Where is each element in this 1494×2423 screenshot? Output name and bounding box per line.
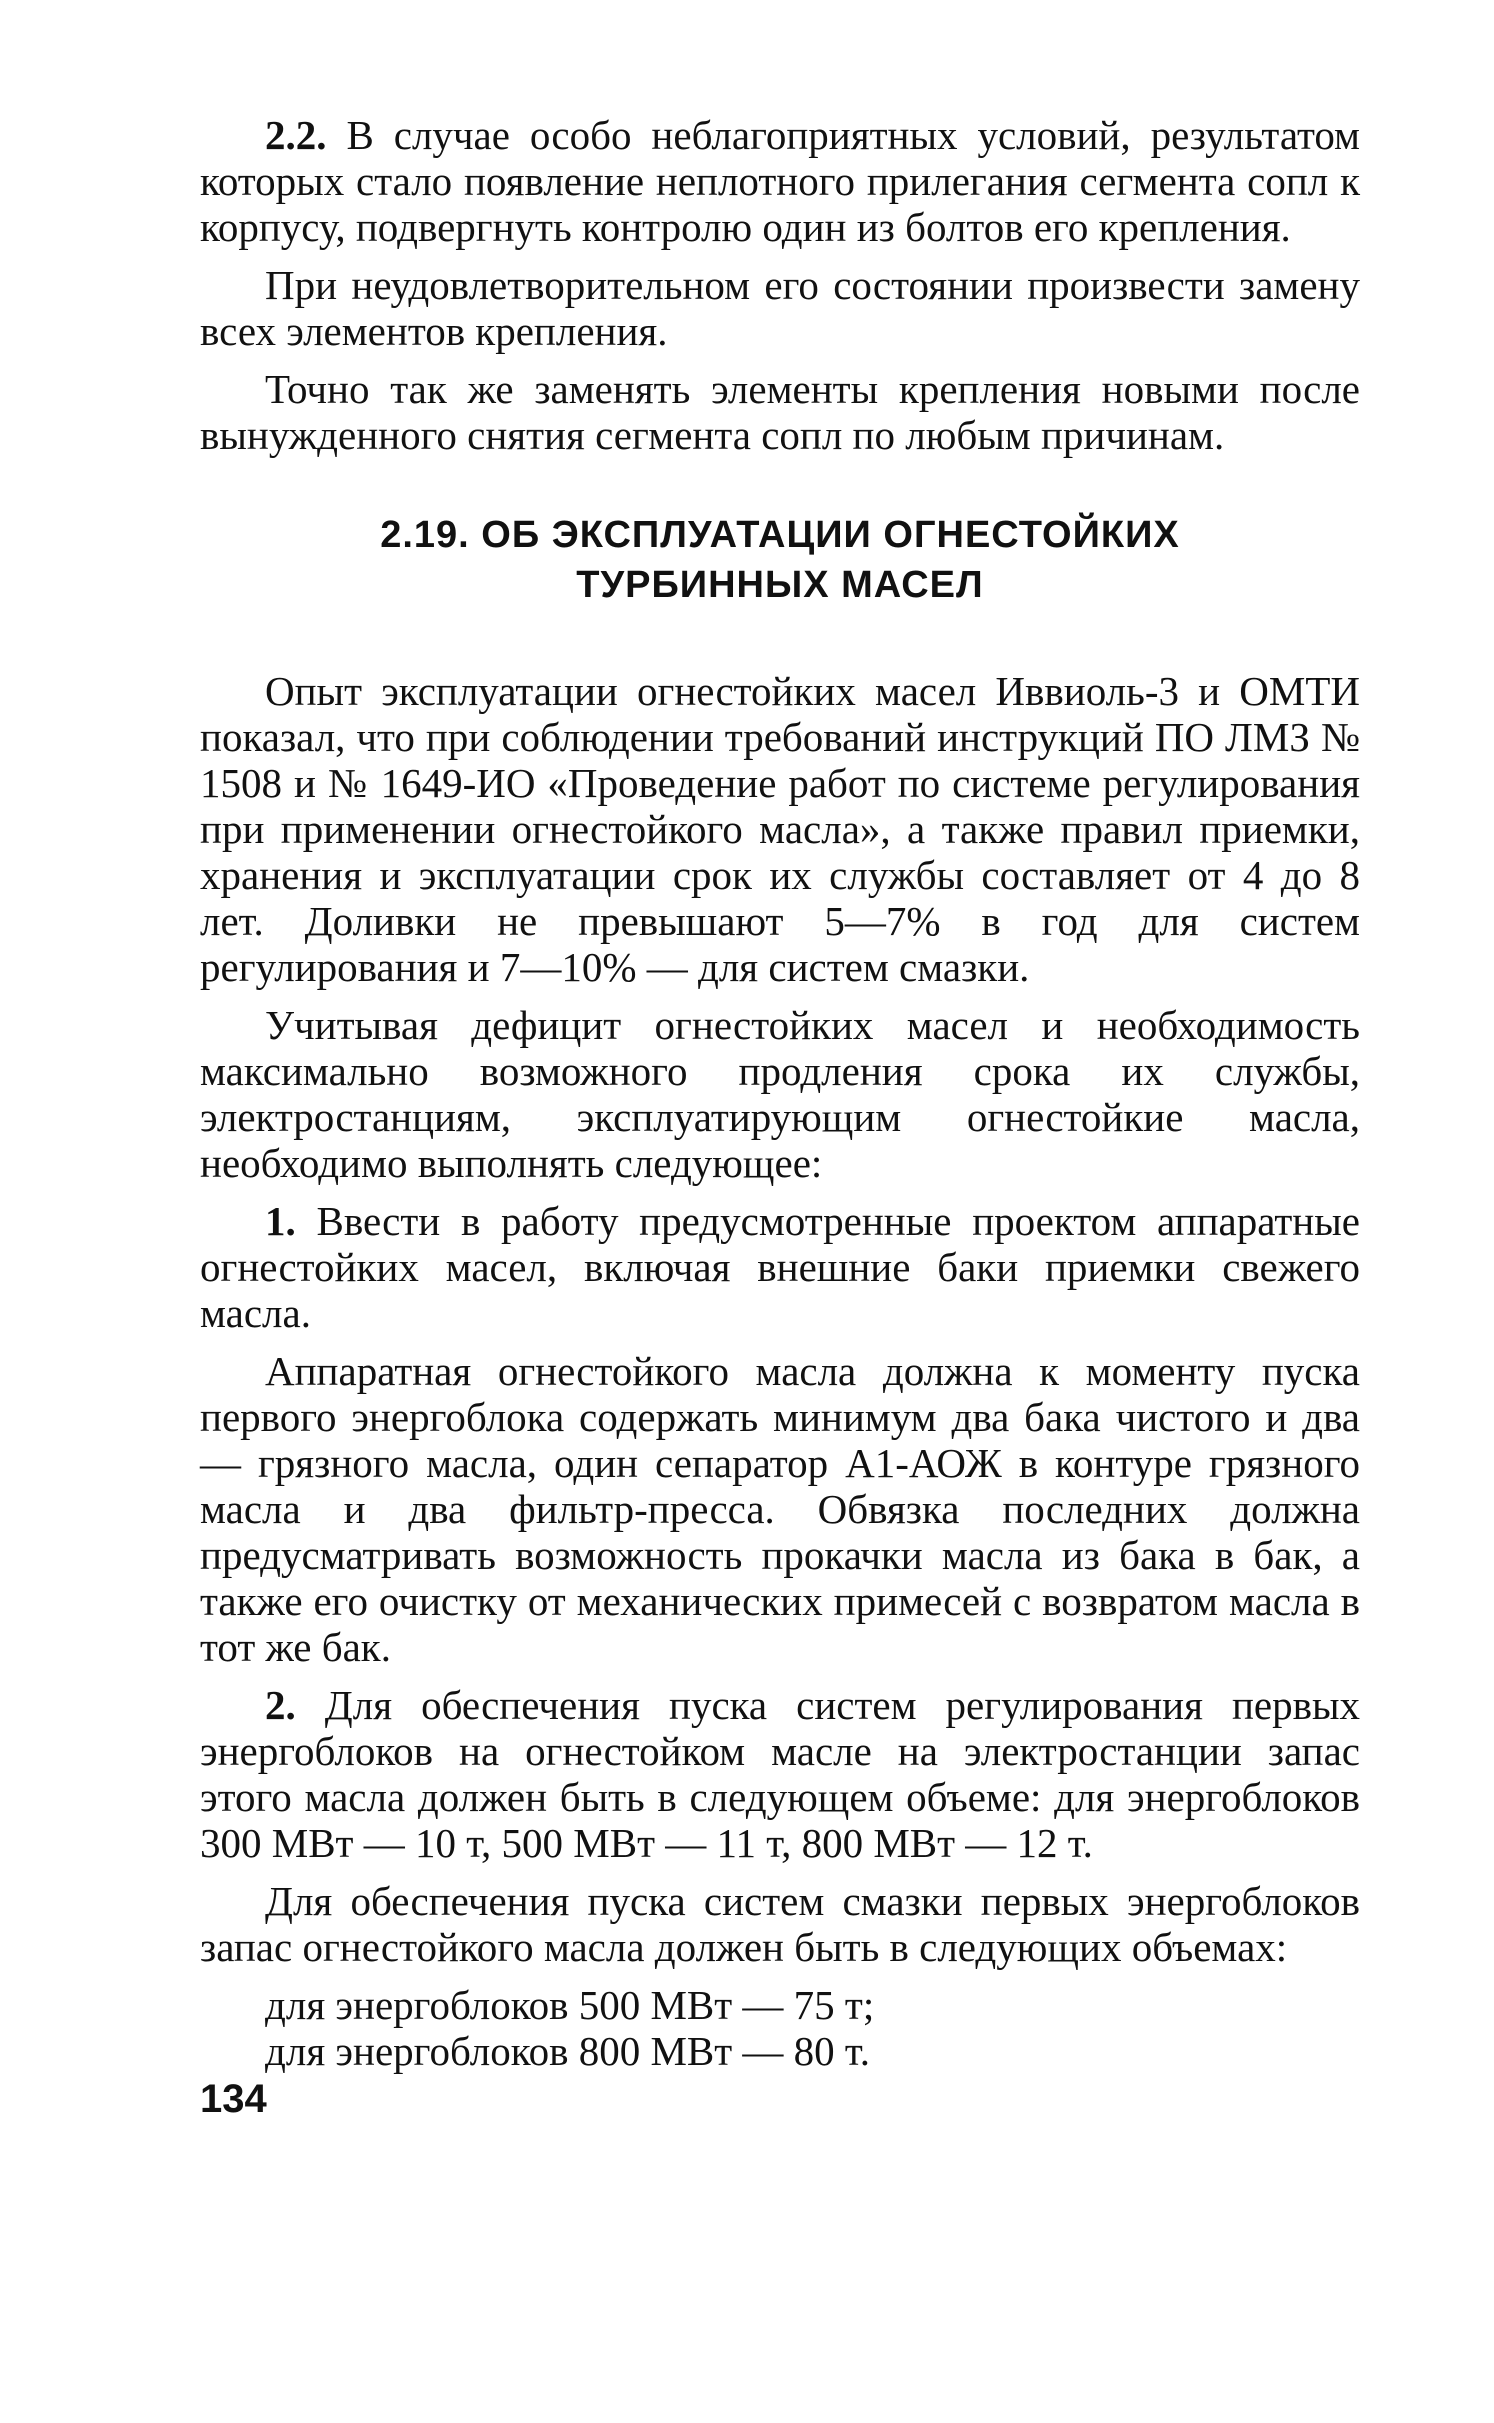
page-body <box>200 112 1360 2086</box>
volume-line: для энергоблоков 500 МВт — 75 т; <box>265 1982 875 2028</box>
item-number: 2. <box>265 1682 296 1728</box>
paragraph: Точно так же заменять элементы крепления новыми после вынужденного снятия сегмента сопл по любым причинам. <box>200 366 1360 458</box>
list-item-2 <box>200 1682 1360 1866</box>
item-number: 1. <box>265 1198 296 1244</box>
item-text: Ввести в работу предусмотренные проектом аппаратные огнестойких масел, включая внешние баки приемки свежего масла. <box>200 1198 1360 1336</box>
page-number: 134 <box>200 2077 267 2121</box>
paragraph-2-2 <box>200 112 1360 250</box>
item-number: 2.2. <box>265 112 327 158</box>
heading-line: 2.19. ОБ ЭКСПЛУАТАЦИИ ОГНЕСТОЙКИХ <box>380 514 1180 556</box>
section-heading <box>200 510 1360 610</box>
paragraph: Аппаратная огнестойкого масла должна к моменту пуска первого энергоблока содержать минимум два бака чистого и два — грязного масла, один сепаратор А1-АОЖ в контуре грязного масла и два фильтр-пресса. Обвязка последних должна предусматривать возможность прокачки масла из бака в бак, а также его очистку от механических примесей с возвратом масла в тот же бак. <box>200 1348 1360 1670</box>
volume-line: для энергоблоков 800 МВт — 80 т. <box>265 2028 871 2074</box>
list-item-1 <box>200 1198 1360 1336</box>
heading-line: ТУРБИННЫХ МАСЕЛ <box>576 564 984 606</box>
paragraph: Опыт эксплуатации огнестойких масел Иввиоль-3 и ОМТИ показал, что при соблюдении требований инструкций ПО ЛМЗ № 1508 и № 1649-ИО «Проведение работ по системе регулирования при применении огнестойкого масла», а также правил приемки, хранения и эксплуатации срок их службы составляет от 4 до 8 лет. Доливки не превышают 5—7% в год для систем регулирования и 7—10% — для систем смазки. <box>200 668 1360 990</box>
paragraph-text: В случае особо неблагоприятных условий, результатом которых стало появление неплотного прилегания сегмента сопл к корпусу, подвергнуть контролю один из болтов его крепления. <box>200 112 1360 250</box>
paragraph: Учитывая дефицит огнестойких масел и необходимость максимально возможного продления срока их службы, электростанциям, эксплуатирующим огнестойкие масла, необходимо выполнять следующее: <box>200 1002 1360 1186</box>
paragraph: При неудовлетворительном его состоянии произвести замену всех элементов крепления. <box>200 262 1360 354</box>
paragraph: Для обеспечения пуска систем смазки первых энергоблоков запас огнестойкого масла должен быть в следующих объемах: <box>200 1878 1360 1970</box>
item-text: Для обеспечения пуска систем регулирования первых энергоблоков на огнестойком масле на электростанции запас этого масла должен быть в следующем объеме: для энергоблоков 300 МВт — 10 т, 500 МВт — 11 т, 800 МВт — 12 т. <box>200 1682 1360 1866</box>
